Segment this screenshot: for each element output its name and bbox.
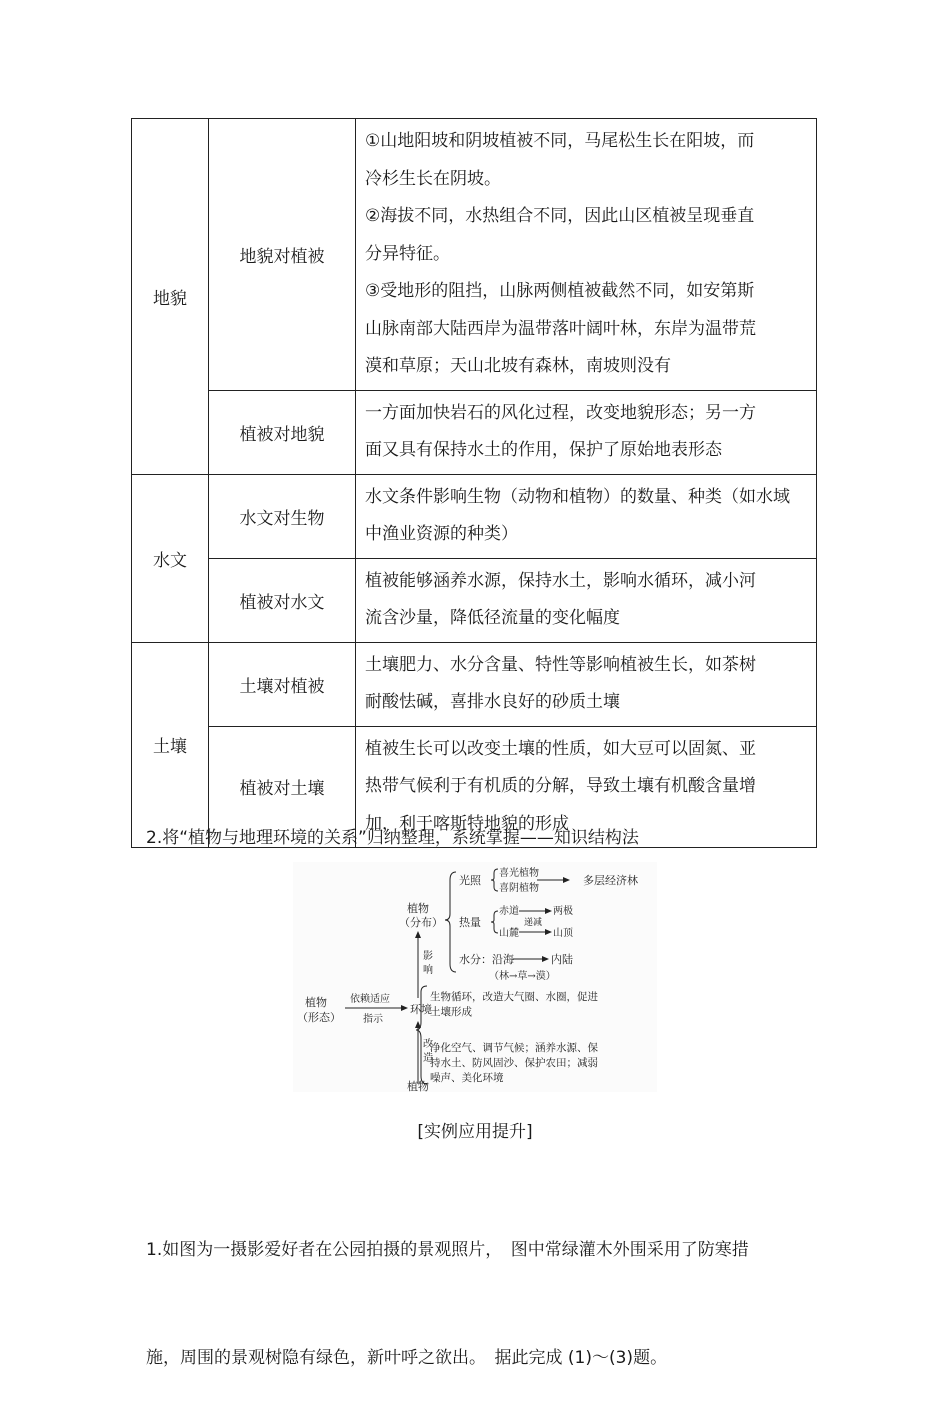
foothill-label: 山麓: [499, 928, 519, 939]
desc-line: 水文条件影响生物（动物和植物）的数量、种类（如水域: [365, 486, 790, 507]
influence-label: 影: [423, 951, 433, 962]
plant-environment-table: [131, 118, 817, 848]
effect-text: 噪声、美化环境: [430, 1072, 504, 1084]
light-loving-label: 喜光植物: [499, 868, 539, 879]
desc-line: 植被生长可以改变土壤的性质，如大豆可以固氮、亚: [365, 738, 756, 759]
desc-line: 山脉南部大陆西岸为温带落叶阔叶林，东岸为温带荒: [365, 318, 756, 339]
desc-line: 漠和草原；天山北坡有森林，南坡则没有: [365, 356, 671, 376]
relation-vegetation-on-soil: 植被对土壤: [209, 726, 356, 848]
desc-line: 面又具有保持水土的作用，保护了原始地表形态: [365, 440, 722, 460]
desc-line: ②海拔不同，水热组合不同，因此山区植被呈现垂直: [365, 206, 755, 226]
environment-label: 环境: [410, 1003, 432, 1016]
desc-line: ③受地形的阻挡，山脉两侧植被截然不同，如安第斯: [365, 281, 755, 301]
effect-text: 生物循环，改造大气圈、水圈，促进: [430, 991, 598, 1003]
desc-hydrology-on-biology: [356, 474, 817, 558]
plant-distribution-label: 植物: [407, 902, 429, 915]
transform-label: 改: [423, 1039, 433, 1050]
desc-line: 分异特征。: [365, 243, 450, 264]
desc-line: 流含沙量，降低径流量的变化幅度: [365, 608, 620, 628]
plant-form-label: 植物: [305, 996, 327, 1009]
forest-grass-desert-label: （林→草→漠）: [489, 971, 556, 982]
influence-label: 响: [423, 965, 433, 976]
example-heading: [实例应用提升]: [417, 1122, 533, 1142]
effect-text: 持水土、防风固沙、保护农田；减弱: [430, 1057, 598, 1069]
category-hydrology: 水文: [132, 474, 209, 642]
water-label: 水分：沿海: [459, 953, 514, 966]
category-soil: 土壤: [132, 642, 209, 848]
desc-vegetation-on-hydrology: [356, 558, 817, 642]
desc-line: 热带气候利于有机质的分解，导致土壤有机酸含量增: [365, 776, 756, 796]
indicate-label: 指示: [363, 1014, 383, 1025]
equator-label: 赤道: [499, 906, 519, 917]
desc-landform-on-vegetation: [356, 119, 817, 391]
desc-line: 植被能够涵养水源，保持水土，影响水循环，减小河: [365, 570, 756, 591]
multi-layer-label: 多层经济林: [583, 874, 638, 887]
desc-line: 加，利于喀斯特地貌的形成: [365, 813, 569, 834]
summit-label: 山顶: [553, 928, 573, 939]
question-line: 1.如图为一摄影爱好者在公园拍摄的景观照片， 图中常绿灌木外围采用了防寒措: [146, 1240, 749, 1260]
decrease-label: 递减: [524, 918, 543, 928]
desc-vegetation-on-landform: [356, 390, 817, 474]
knowledge-structure-diagram: [293, 862, 657, 1092]
plant-form-label: （形态）: [297, 1011, 341, 1024]
relation-hydrology-on-biology: 水文对生物: [209, 474, 356, 558]
rely-adapt-label: 依赖适应: [350, 994, 390, 1005]
transform-label: 造: [423, 1053, 433, 1064]
desc-line: ①山地阳坡和阴坡植被不同，马尾松生长在阳坡，而: [365, 131, 755, 151]
poles-label: 两极: [553, 906, 573, 917]
relation-vegetation-on-landform: 植被对地貌: [209, 390, 356, 474]
plant-bottom-label: 植物: [407, 1080, 429, 1092]
desc-line: 耐酸怯碱，喜排水良好的砂质土壤: [365, 692, 620, 712]
desc-soil-on-vegetation: [356, 642, 817, 726]
category-landform: 地貌: [132, 119, 209, 475]
question-line: 施，周围的景观树隐有绿色，新叶呼之欲出。 据此完成 (1)～(3)题。: [146, 1348, 668, 1368]
heat-label: 热量: [459, 916, 481, 929]
section-2-title: 2.将“植物与地理环境的关系”归纳整理，系统掌握——知识结构法: [146, 828, 639, 848]
relation-vegetation-on-hydrology: 植被对水文: [209, 558, 356, 642]
desc-line: 中渔业资源的种类）: [365, 524, 518, 544]
effect-text: 净化空气、调节气候；涵养水源、保: [430, 1042, 598, 1054]
question-1: [146, 1160, 826, 1412]
effect-text: 土壤形成: [430, 1006, 472, 1018]
desc-line: 冷杉生长在阴坡。: [365, 168, 501, 189]
desc-line: 一方面加快岩石的风化过程，改变地貌形态；另一方: [365, 402, 756, 423]
inland-label: 内陆: [551, 953, 573, 966]
shade-loving-label: 喜阴植物: [499, 883, 539, 894]
light-label: 光照: [459, 874, 481, 887]
relation-landform-on-vegetation: 地貌对植被: [209, 119, 356, 391]
desc-line: 土壤肥力、水分含量、特性等影响植被生长，如茶树: [365, 654, 756, 675]
relation-soil-on-vegetation: 土壤对植被: [209, 642, 356, 726]
plant-distribution-label: （分布）: [399, 916, 443, 929]
